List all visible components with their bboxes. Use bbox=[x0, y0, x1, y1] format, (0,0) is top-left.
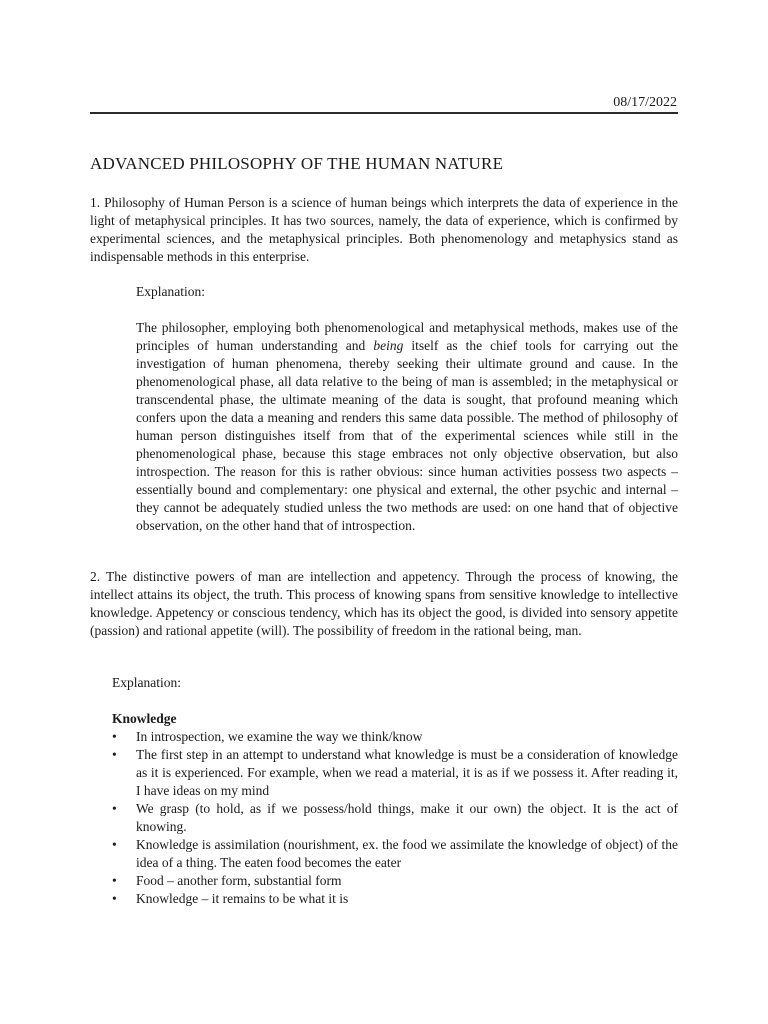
explanation-text-end: itself as the chief tools for carrying out the investigation of human phenomena, thereby seeking their ultimate ground and cause. In the phenomenological phase, all data relative to the being of man is assembled; in the metaphysical or transcendental phase, the ultimate meaning of the data is sought, that profound meaning which confers upon the data a meaning and renders this same data possible. The method of philosophy of human person distinguishes itself from that of the experimental sciences while still in the phenomenological phase, because this stage embraces not only objective observation, but also introspection. The reason for this is rather obvious: since human activities possess two aspects – essentially bound and complementary: one physical and external, the other psychic and internal – they cannot be adequately studied unless the two methods are used: on one hand that of objective observation, on the other hand that of introspection. bbox=[136, 338, 679, 533]
section-1-paragraph: 1. Philosophy of Human Person is a science of human beings which interprets the data of experience in the light of metaphysical principles. It has two sources, namely, the data of experience, which is confirmed by experimental sciences, and the metaphysical principles. Both phenomenology and metaphysics stand as indispensable methods in this enterprise. bbox=[90, 195, 678, 264]
list-item-text: Knowledge – it remains to be what it is bbox=[136, 891, 349, 906]
list-item-text: Knowledge is assimilation (nourishment, ex. the food we assimilate the knowledge of object) of the idea of a thing. The eaten food becomes the eater bbox=[136, 837, 678, 870]
bullet-icon: • bbox=[112, 801, 117, 816]
list-item bbox=[112, 800, 678, 836]
bullet-icon: • bbox=[112, 873, 117, 888]
list-item-text: Food – another form, substantial form bbox=[136, 873, 342, 888]
bullet-icon: • bbox=[112, 837, 117, 852]
knowledge-subheading: Knowledge bbox=[112, 711, 177, 726]
header-rule bbox=[90, 112, 678, 114]
bullet-icon: • bbox=[112, 891, 117, 906]
list-item bbox=[112, 890, 678, 908]
header-date: 08/17/2022 bbox=[613, 95, 677, 110]
list-item bbox=[112, 728, 678, 746]
list-item-text: The first step in an attempt to understand what knowledge is must be a consideration of knowledge as it is experienced. For example, when we read a material, it is as if we possess it. After reading it, I have ideas on my mind bbox=[136, 747, 678, 798]
list-item-text: In introspection, we examine the way we think/know bbox=[136, 729, 423, 744]
section-2-paragraph: 2. The distinctive powers of man are intellection and appetency. Through the process of knowing, the intellect attains its object, the truth. This process of knowing spans from sensitive knowledge to intellective knowledge. Appetency or conscious tendency, which has its object the good, is divided into sensory appetite (passion) and rational appetite (will). The possibility of freedom in the rational being, man. bbox=[90, 569, 678, 638]
knowledge-bullet-list bbox=[112, 728, 678, 908]
section-1-explanation-label: Explanation: bbox=[136, 284, 205, 299]
explanation-text-start: The philosopher, employing both phenomenological and metaphysical methods, makes use of the principles of human understanding and bbox=[136, 320, 678, 353]
section-2-explanation-label: Explanation: bbox=[112, 675, 181, 690]
list-item bbox=[112, 746, 678, 800]
list-item-text: We grasp (to hold, as if we possess/hold things, make it our own) the object. It is the act of knowing. bbox=[136, 801, 678, 834]
explanation-italic-word: being bbox=[373, 338, 404, 353]
bullet-icon: • bbox=[112, 729, 117, 744]
list-item bbox=[112, 872, 678, 890]
bullet-icon: • bbox=[112, 747, 117, 762]
section-1-explanation bbox=[136, 319, 678, 535]
list-item bbox=[112, 836, 678, 872]
document-title: ADVANCED PHILOSOPHY OF THE HUMAN NATURE bbox=[90, 154, 504, 173]
